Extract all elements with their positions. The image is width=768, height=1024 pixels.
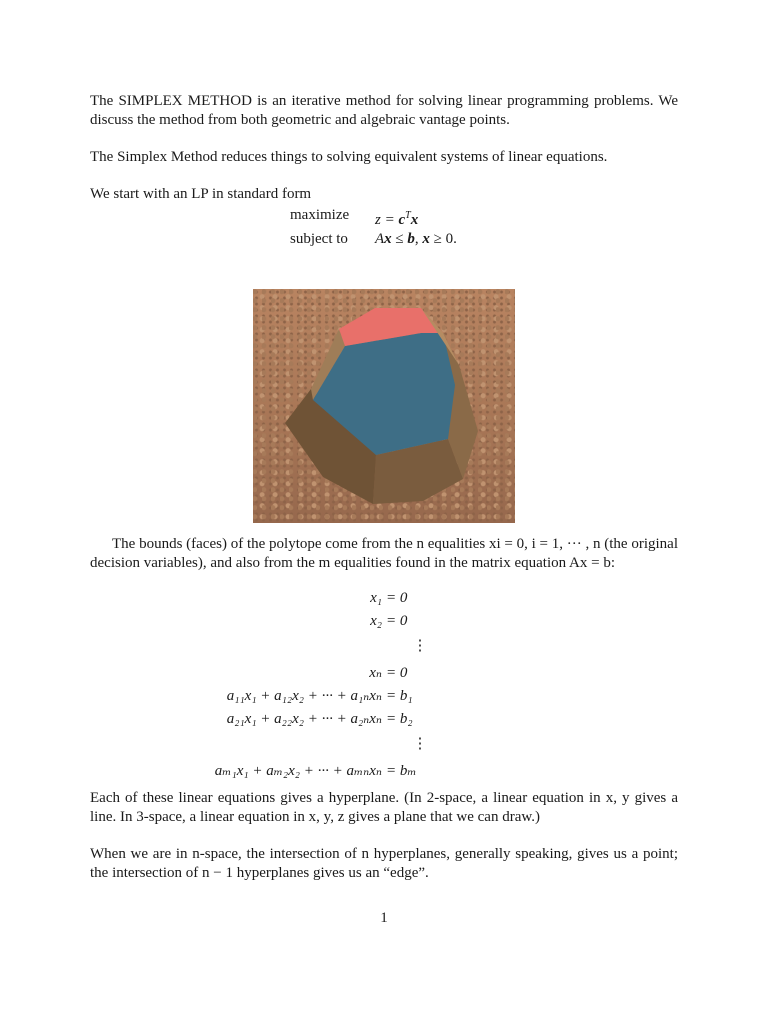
standard-form-intro: We start with an LP in standard form <box>90 186 312 202</box>
equation-row: a₁₁x₁ + a₁₂x₂ + ··· + a₁ₙxₙ = b₁ <box>226 688 413 704</box>
equation-row: x₂ = 0 <box>370 613 408 629</box>
vertical-ellipsis: ⋮ <box>412 638 428 654</box>
vertical-ellipsis: ⋮ <box>412 736 428 752</box>
document-page <box>90 92 678 883</box>
equation-row: aₘ₁x₁ + aₘ₂x₂ + ··· + aₘₙxₙ = bₘ <box>214 763 417 779</box>
hyperplane-paragraph: Each of these linear equations gives a hyperplane. (In 2-space, a linear equation in x, y gives a line. In 3-space, a linear equation in x, y, z gives a plane that we can draw.) <box>90 790 678 825</box>
subject-to-label: subject to <box>290 231 348 247</box>
equation-row: xₙ = 0 <box>369 665 408 681</box>
constraint-expression: Ax ≤ b, x ≥ 0. <box>375 231 457 247</box>
simplex-summary-paragraph: The Simplex Method reduces things to solving equivalent systems of linear equations. <box>90 149 608 165</box>
objective-expression: $z = c^Tx$ <box>375 210 419 228</box>
bounds-paragraph: The bounds (faces) of the polytope come from the n equalities xi = 0, i = 1, ··· , n (the original decision variables), and also from the m equalities found in the matrix equation Ax = b: <box>90 536 678 571</box>
equation-row: a₂₁x₁ + a₂₂x₂ + ··· + a₂ₙxₙ = b₂ <box>226 711 413 727</box>
dodecahedron-photo <box>253 289 515 523</box>
intro-paragraph: The SIMPLEX METHOD is an iterative method for solving linear programming problems. We discuss the method from both geometric and algebraic vantage points. <box>90 93 678 128</box>
equation-system <box>90 587 678 783</box>
maximize-label: maximize <box>290 207 350 223</box>
page-number: 1 <box>380 910 388 926</box>
lp-standard-form <box>290 206 678 249</box>
dodecahedron-illustration <box>253 289 515 523</box>
n-space-paragraph: When we are in n-space, the intersection of n hyperplanes, generally speaking, gives us a point; the intersection of n − 1 hyperplanes gives us an “edge”. <box>90 846 678 881</box>
equation-row: x₁ = 0 <box>370 590 408 606</box>
